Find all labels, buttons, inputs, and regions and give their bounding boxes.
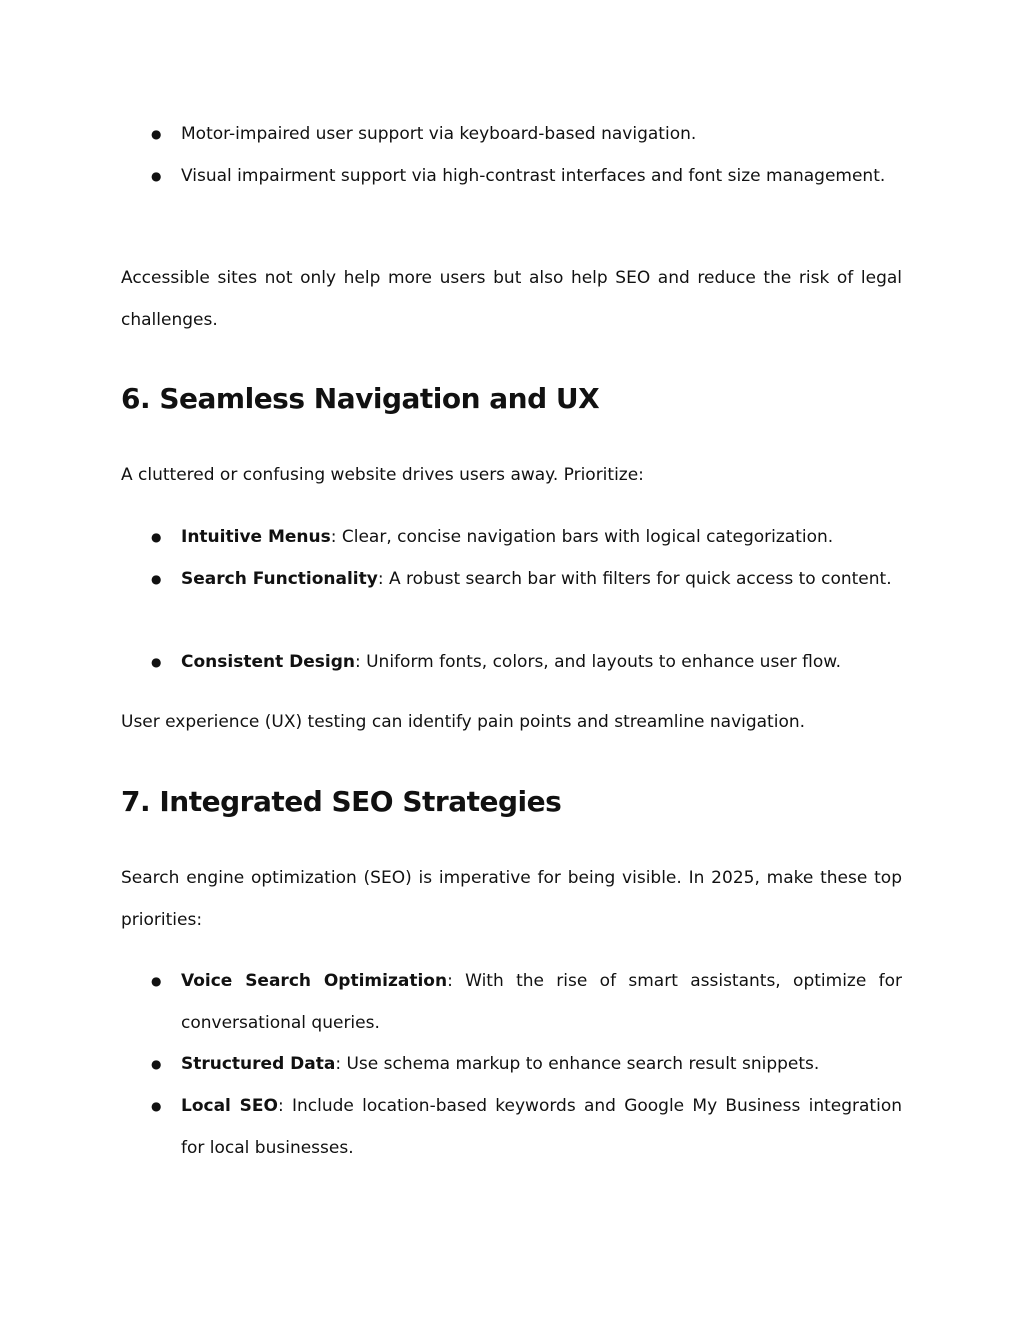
list-item <box>181 559 902 601</box>
paragraph: A cluttered or confusing website drives users away. Prioritize: <box>121 465 644 485</box>
list-item <box>181 1086 902 1169</box>
list-item <box>181 961 902 1044</box>
term: Intuitive Menus <box>181 527 331 547</box>
description: : Clear, concise navigation bars with logical categorization. <box>330 527 834 547</box>
heading-section-6: 6. Seamless Navigation and UX <box>121 382 600 415</box>
term: Consistent Design <box>181 652 355 672</box>
paragraph: Search engine optimization (SEO) is imperative for being visible. In 2025, make these top priorities: <box>121 868 902 930</box>
term: Search Functionality <box>181 569 378 589</box>
description: : With the rise of smart assistants, optimize for conversational queries. <box>181 971 903 1033</box>
list-item: ● Motor-impaired user support via keyboard-based navigation. <box>181 114 902 156</box>
list-item <box>181 517 902 559</box>
heading-section-7: 7. Integrated SEO Strategies <box>121 785 562 818</box>
list-item: ● Visual impairment support via high-contrast interfaces and font size management. <box>181 156 902 198</box>
term: Structured Data <box>181 1054 336 1074</box>
term: Local SEO <box>181 1096 278 1116</box>
description: : Uniform fonts, colors, and layouts to enhance user flow. <box>354 652 842 672</box>
paragraph: Accessible sites not only help more users but also help SEO and reduce the risk of legal challenges. <box>121 268 902 330</box>
description: : Use schema markup to enhance search result snippets. <box>335 1054 820 1074</box>
list-item <box>181 1044 902 1086</box>
description: : Include location-based keywords and Google My Business integration for local businesses. <box>181 1096 902 1158</box>
term: Voice Search Optimization <box>181 971 448 991</box>
paragraph: User experience (UX) testing can identify pain points and streamline navigation. <box>121 712 806 732</box>
description: : A robust search bar with filters for quick access to content. <box>377 569 892 589</box>
list-item <box>181 642 902 684</box>
